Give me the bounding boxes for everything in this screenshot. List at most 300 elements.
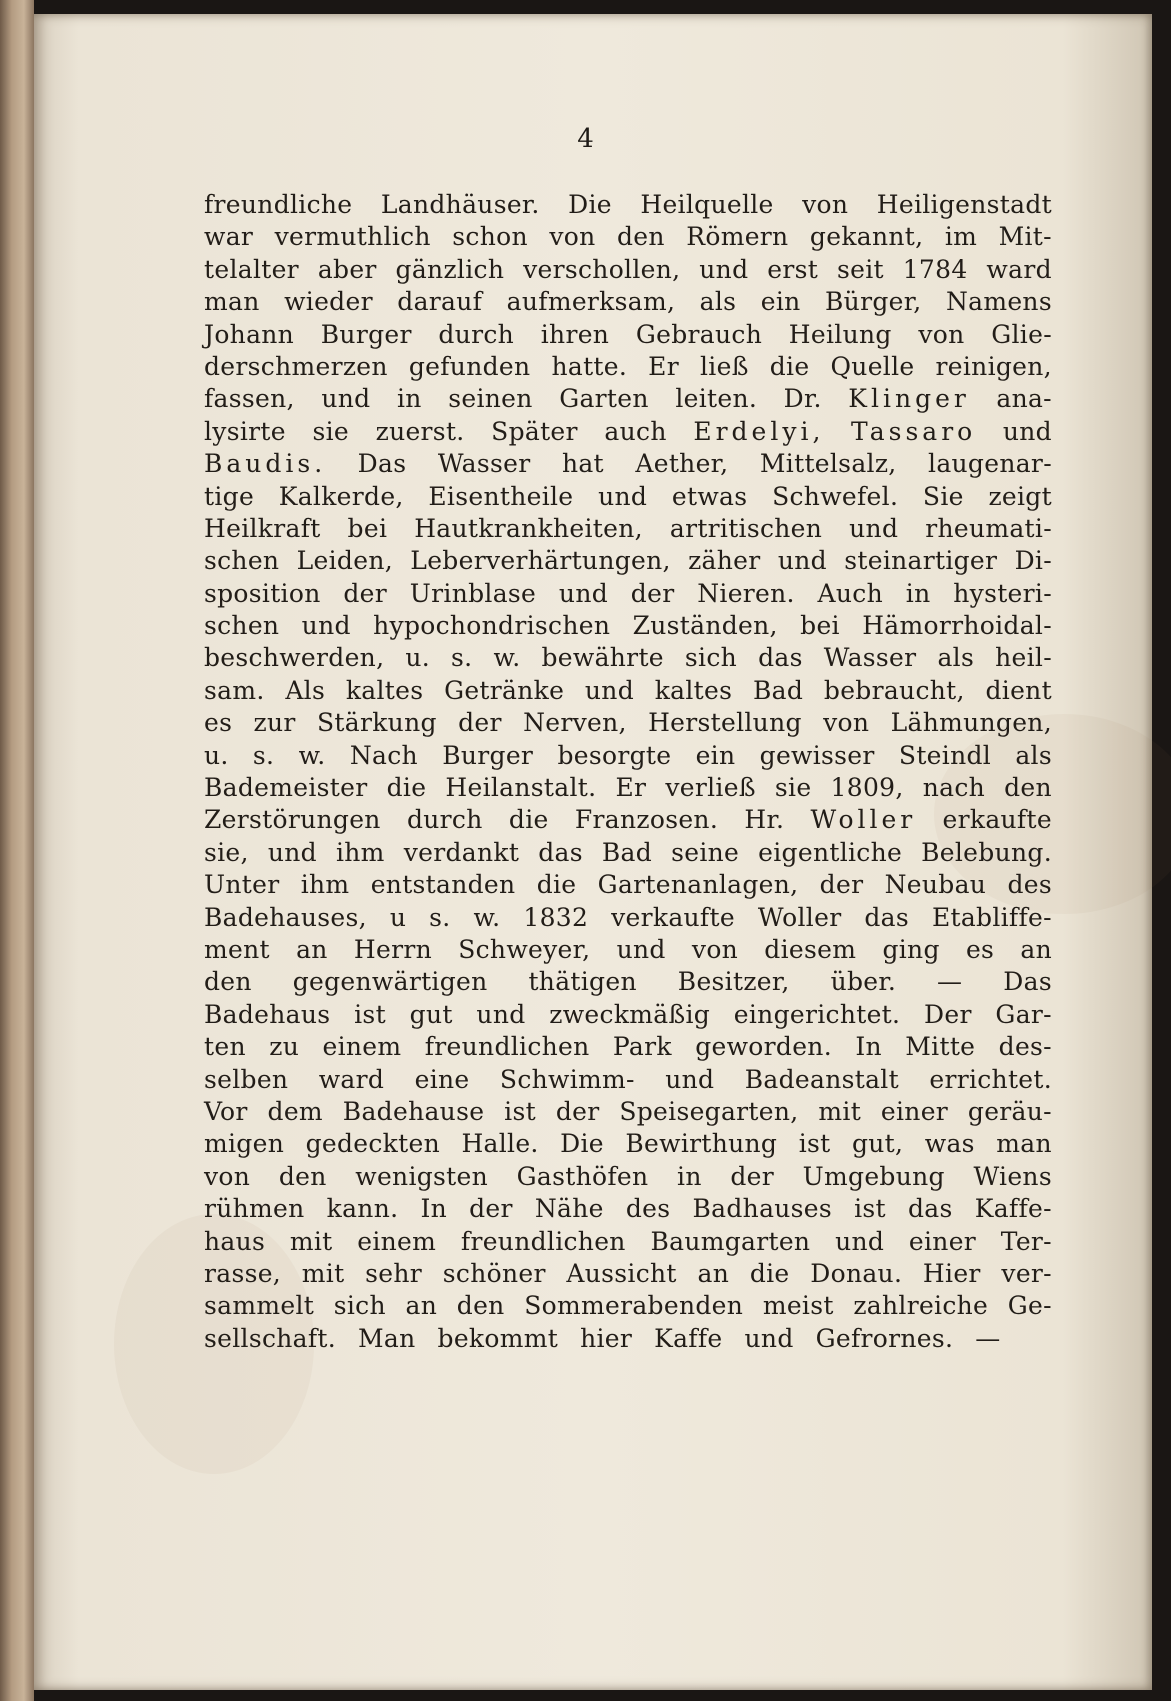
word: Eisentheile (428, 481, 574, 511)
word: eigentliche (758, 837, 903, 867)
word: ihm (300, 870, 350, 900)
word: und (476, 999, 526, 1029)
word: Lähmungen, (890, 708, 1052, 738)
text-line (204, 190, 1052, 222)
text-line (204, 643, 1052, 675)
word: seit (836, 254, 884, 284)
word: hat (561, 449, 604, 479)
word: die (508, 805, 549, 835)
word: Heilquelle (640, 190, 774, 219)
word: Herrn (353, 934, 432, 964)
word: und (321, 384, 371, 414)
word: Herstellung (648, 708, 802, 738)
word: Bademeister (204, 773, 368, 803)
word: Burger (442, 740, 534, 770)
text-line (204, 676, 1052, 708)
word: wieder (284, 287, 373, 317)
word: sam. (204, 675, 265, 705)
word: haus (204, 1226, 266, 1256)
word: des (625, 1194, 671, 1224)
word: von (204, 1161, 251, 1191)
text-line (204, 903, 1052, 935)
word: ist (354, 999, 386, 1029)
word: In (855, 1032, 882, 1062)
word: Erdelyi, (693, 416, 825, 446)
word: erkaufte (942, 805, 1052, 835)
word: ment (204, 934, 270, 964)
word: durch (438, 319, 515, 349)
word: Nieren. (697, 578, 795, 608)
word: als (937, 643, 975, 673)
text-line (204, 384, 1052, 416)
word: verschollen, (523, 254, 681, 284)
word: Ter- (1000, 1226, 1052, 1256)
word: mit (818, 1096, 862, 1126)
word: das (864, 902, 910, 932)
word: dem (267, 1096, 323, 1126)
word: Steindl (898, 740, 992, 770)
text-line (204, 870, 1052, 902)
word: Zerstörungen (204, 805, 381, 835)
word: den (616, 222, 665, 252)
text-line (204, 546, 1052, 578)
word: zur (253, 708, 296, 738)
word: und (699, 254, 749, 284)
word: als (699, 287, 737, 317)
word: ist (798, 1129, 831, 1159)
word: Baudis. (204, 449, 327, 479)
word: 1784 (902, 254, 968, 284)
word: w. (473, 902, 501, 932)
word: Besitzer, (677, 967, 790, 997)
word: freundlichen (460, 1226, 626, 1256)
word: Neubau (884, 870, 987, 900)
word: der (555, 1096, 600, 1126)
word: schen (204, 546, 280, 576)
word: Leberverhärtungen, (410, 546, 671, 576)
text-line (204, 1324, 1052, 1356)
word: u. (405, 643, 431, 673)
word: sammelt (204, 1291, 315, 1321)
word: — (937, 967, 963, 997)
word: Das (1003, 967, 1052, 997)
word: Di- (1014, 546, 1052, 576)
word: den (1004, 773, 1052, 803)
word: diesem (764, 934, 857, 964)
text-line (204, 222, 1052, 254)
word: ging (882, 934, 940, 964)
word: verdankt (403, 837, 520, 867)
word: Auch (817, 578, 884, 608)
word: in (396, 384, 422, 414)
body-text (204, 190, 1052, 1356)
word: hatte. (551, 351, 628, 381)
word: die (536, 870, 577, 900)
word: der (343, 578, 388, 608)
word: wenigsten (355, 1161, 489, 1191)
word: Schwimm- (499, 1064, 635, 1094)
word: gut, (851, 1129, 904, 1159)
word: fassen, (204, 384, 295, 414)
word: einem (322, 1032, 402, 1062)
word: ana- (996, 384, 1052, 414)
word: aufmerksam, (506, 287, 676, 317)
text-line (204, 611, 1052, 643)
word: gänzlich (395, 254, 505, 284)
word: und (849, 513, 899, 543)
word: gefunden (408, 351, 531, 381)
word: zäher (688, 546, 761, 576)
text-line (204, 287, 1052, 319)
word: erst (767, 254, 819, 284)
word: ten (204, 1032, 246, 1062)
word: Heilkraft (204, 513, 321, 543)
word: des- (998, 1032, 1052, 1062)
word: kaltes (654, 675, 733, 705)
word: Bürger, (825, 287, 922, 317)
text-line (204, 1194, 1052, 1226)
word: telalter (204, 254, 299, 284)
word: in (677, 1161, 702, 1191)
word: Etabliffe- (931, 902, 1052, 932)
word: gekannt, (809, 222, 924, 252)
word: von (918, 319, 965, 349)
word: hysteri- (953, 578, 1052, 608)
word: Heilung (788, 319, 892, 349)
word: Römern (686, 222, 789, 252)
word: der (630, 578, 675, 608)
word: aber (317, 254, 377, 284)
word: Mittelsalz, (759, 449, 897, 479)
word: hypochondrischen (373, 611, 611, 641)
word: Badehauses, (204, 902, 367, 932)
word: Speisegarten, (619, 1096, 799, 1126)
word: sich (684, 643, 738, 673)
word: es (204, 708, 233, 738)
word: ward (318, 1064, 385, 1094)
text-line (204, 741, 1052, 773)
text-line (204, 579, 1052, 611)
word: man (996, 1129, 1052, 1159)
word: s. (429, 902, 451, 932)
word: Hautkrankheiten, (414, 513, 643, 543)
word: Später (491, 416, 578, 446)
word: Nerven, (523, 708, 627, 738)
word: bewährte (541, 643, 664, 673)
word: der (469, 1194, 513, 1224)
word: von (691, 934, 739, 964)
word: Kaffe (654, 1323, 723, 1353)
word: ein (695, 740, 736, 770)
text-line (204, 482, 1052, 514)
word: freundlichen (424, 1032, 590, 1062)
word: Die (560, 1129, 604, 1159)
word: ist (504, 1096, 536, 1126)
word: gewisser (759, 740, 875, 770)
text-line (204, 773, 1052, 805)
word: derschmerzen (204, 351, 388, 381)
word: den (204, 967, 252, 997)
word: leiten. (675, 384, 758, 414)
word: Glie- (991, 319, 1052, 349)
word: Der (924, 999, 972, 1029)
word: was (924, 1129, 975, 1159)
word: Als (285, 675, 326, 705)
word: sehr (365, 1258, 423, 1288)
word: seine (671, 837, 740, 867)
word: an (697, 1258, 730, 1288)
word: beschwerden, (204, 643, 385, 673)
word: Halle. (461, 1129, 539, 1159)
word: Bewirthung (625, 1129, 778, 1159)
word: u. (204, 740, 229, 770)
text-line (204, 967, 1052, 999)
word: ihm (335, 837, 385, 867)
word: Nach (349, 740, 418, 770)
word: Schweyer, (458, 934, 591, 964)
word: Unter (204, 870, 280, 900)
word: freundliche (204, 190, 353, 219)
text-line (204, 449, 1052, 481)
word: bekommt (437, 1323, 559, 1353)
word: gut (409, 999, 453, 1029)
word: Schwefel. (772, 481, 899, 511)
word: und (301, 611, 351, 641)
word: sie (774, 773, 812, 803)
word: war (204, 222, 254, 252)
word: migen (204, 1129, 285, 1159)
text-line (204, 320, 1052, 352)
text-line (204, 1129, 1052, 1161)
word: s. (252, 740, 275, 770)
word: es (965, 934, 995, 964)
word: 1809, (830, 773, 904, 803)
word: den (456, 1291, 505, 1321)
word: Zuständen, (632, 611, 778, 641)
word: zuerst. (375, 416, 465, 446)
word: reinigen, (935, 351, 1052, 381)
word: Gasthöfen (516, 1161, 649, 1191)
word: im (944, 222, 978, 252)
text-line (204, 1162, 1052, 1194)
word: w. (493, 643, 521, 673)
word: ein (760, 287, 801, 317)
word: meist (762, 1291, 834, 1321)
word: heil- (995, 643, 1052, 673)
word: Burger (320, 319, 412, 349)
word: und (744, 1323, 794, 1353)
word: auch (604, 416, 667, 446)
word: seinen (448, 384, 533, 414)
word: Gartenanlagen, (597, 870, 799, 900)
text-line (204, 1065, 1052, 1097)
text-line (204, 1227, 1052, 1259)
word: Tassaro (851, 416, 977, 446)
word: Park (612, 1032, 672, 1062)
word: rasse, (204, 1258, 282, 1288)
word: Namens (945, 287, 1052, 317)
word: von (549, 222, 596, 252)
word: Badehaus (204, 999, 331, 1029)
text-line (204, 1097, 1052, 1129)
word: Quelle (830, 351, 915, 381)
word: Mitte (905, 1032, 976, 1062)
word: dient (985, 675, 1052, 705)
word: sellschaft. (204, 1323, 336, 1353)
word: Aether, (635, 449, 729, 479)
word: kaltes (345, 675, 424, 705)
word: ward (986, 254, 1052, 284)
text-line (204, 1291, 1052, 1323)
word: an (405, 1291, 438, 1321)
word: und (598, 481, 648, 511)
word: sie (312, 416, 349, 446)
word: Vor (204, 1096, 248, 1126)
word: man (204, 287, 260, 317)
word: zu (269, 1032, 300, 1062)
word: und (558, 578, 609, 608)
text-line (204, 935, 1052, 967)
word: Das (357, 449, 407, 479)
word: Bad (752, 675, 804, 705)
text-line (204, 417, 1052, 449)
word: Urinblase (409, 578, 537, 608)
word: einem (357, 1226, 437, 1256)
word: s. (451, 643, 473, 673)
word: Ge- (1007, 1291, 1052, 1321)
word: u (389, 902, 407, 932)
word: ist (854, 1194, 886, 1224)
word: zahlreiche (853, 1291, 989, 1321)
text-line (204, 1000, 1052, 1032)
word: Bad (601, 837, 653, 867)
word: eingerichtet. (733, 999, 901, 1029)
text-line (204, 1259, 1052, 1291)
word: bebraucht, (823, 675, 965, 705)
word: zweckmäßig (549, 999, 711, 1029)
word: über. (830, 967, 897, 997)
word: Klinger (848, 384, 970, 414)
word: durch (406, 805, 483, 835)
word: verkaufte (611, 902, 735, 932)
word: und (584, 675, 635, 705)
word: Wasser (823, 643, 917, 673)
word: die (769, 351, 810, 381)
word: sposition (204, 578, 321, 608)
page-number: 4 (577, 124, 594, 154)
word: besorgte (557, 740, 672, 770)
word: gegenwärtigen (292, 967, 488, 997)
word: Woller (810, 805, 917, 835)
word: artritischen (669, 513, 823, 543)
word: Mit- (998, 222, 1052, 252)
word: Donau. (810, 1258, 903, 1288)
word: ließ (700, 351, 749, 381)
word: Hier (922, 1258, 981, 1288)
word: — (975, 1323, 1001, 1353)
word: Johann (204, 319, 295, 349)
word: entstanden (370, 870, 516, 900)
word: vermuthlich (274, 222, 431, 252)
word: Kalkerde, (278, 481, 404, 511)
word: ihren (540, 319, 610, 349)
word: und (665, 1064, 715, 1094)
book-spine-edge (0, 0, 34, 1701)
word: des (1007, 870, 1052, 900)
word: Hämorrhoidal- (862, 611, 1052, 641)
word: die (749, 1258, 790, 1288)
word: der (819, 870, 864, 900)
word: nach (922, 773, 986, 803)
word: Er (615, 773, 647, 803)
word: geworden. (695, 1032, 832, 1062)
word: Wasser (437, 449, 531, 479)
word: Gebrauch (635, 319, 763, 349)
word: bei (800, 611, 840, 641)
text-line (204, 255, 1052, 287)
word: und (1002, 416, 1052, 446)
word: sie, (204, 837, 249, 867)
word: die (386, 773, 427, 803)
word: Franzosen. (574, 805, 719, 835)
word: Sie (922, 481, 964, 511)
word: Kaffe- (974, 1194, 1052, 1224)
word: in (905, 578, 931, 608)
word: Getränke (444, 675, 565, 705)
word: einer (908, 1226, 977, 1256)
word: und (267, 837, 317, 867)
word: w. (298, 740, 326, 770)
word: Dr. (783, 384, 822, 414)
word: und (777, 546, 827, 576)
word: laugenar- (928, 449, 1052, 479)
word: als (1015, 740, 1052, 770)
word: gedeckten (305, 1129, 440, 1159)
word: mit (289, 1226, 333, 1256)
word: geräu- (967, 1096, 1052, 1126)
word: Badhauses (692, 1194, 833, 1224)
word: Die (568, 190, 612, 219)
word: von (823, 708, 870, 738)
word: Gar- (995, 999, 1052, 1029)
word: steinartiger (844, 546, 998, 576)
word: hier (580, 1323, 633, 1353)
text-line (204, 838, 1052, 870)
text-line (204, 1032, 1052, 1064)
word: Woller (757, 902, 842, 932)
word: Man (358, 1323, 416, 1353)
word: thätigen (528, 967, 637, 997)
word: das (908, 1194, 953, 1224)
word: das (538, 837, 583, 867)
word: mit (301, 1258, 345, 1288)
word: eine (414, 1064, 470, 1094)
word: schon (452, 222, 528, 252)
word: Baumgarten (650, 1226, 811, 1256)
word: den (278, 1161, 327, 1191)
text-line (204, 708, 1052, 740)
word: Leiden, (296, 546, 393, 576)
word: ver- (1001, 1258, 1052, 1288)
word: und (835, 1226, 885, 1256)
word: das (758, 643, 803, 673)
word: In (420, 1194, 448, 1224)
word: rheumati- (925, 513, 1052, 543)
text-line (204, 514, 1052, 546)
word: sich (333, 1291, 386, 1321)
word: der (458, 708, 502, 738)
word: zeigt (988, 481, 1052, 511)
